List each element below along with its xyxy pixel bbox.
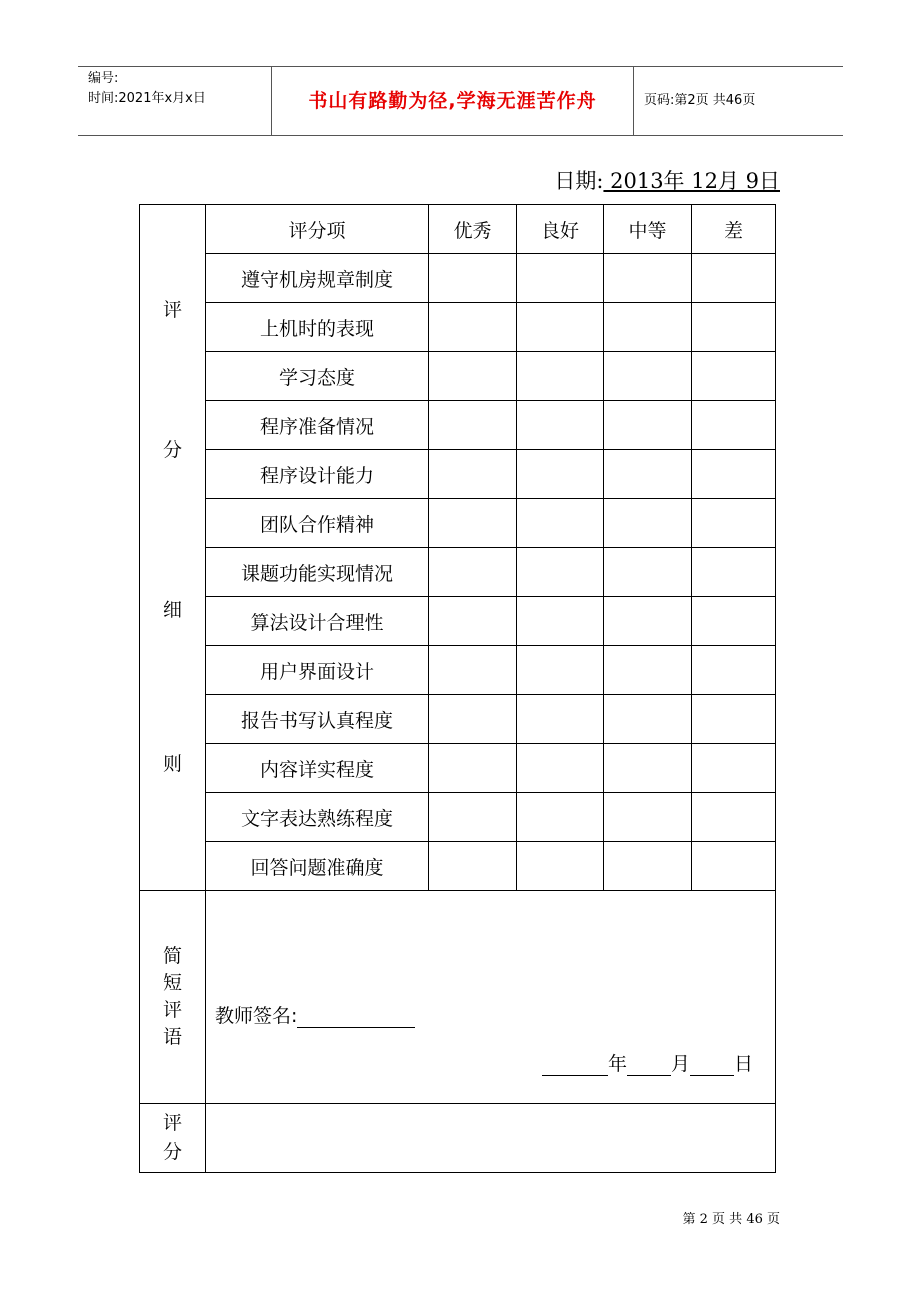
teacher-sign-label: 教师签名: — [215, 1005, 298, 1027]
rating-cell[interactable] — [429, 303, 517, 352]
criterion-label: 用户界面设计 — [206, 646, 429, 695]
criterion-label: 遵守机房规章制度 — [206, 254, 429, 303]
side-label-cell — [140, 205, 206, 891]
date-value: 2013年 12月 9日 — [603, 169, 780, 193]
criterion-label: 报告书写认真程度 — [206, 695, 429, 744]
rating-cell[interactable] — [692, 499, 776, 548]
criterion-label: 学习态度 — [206, 352, 429, 401]
rating-cell[interactable] — [517, 597, 604, 646]
table-row — [140, 793, 776, 842]
rating-cell[interactable] — [429, 450, 517, 499]
rating-cell[interactable] — [692, 597, 776, 646]
rating-cell[interactable] — [604, 401, 692, 450]
rating-cell[interactable] — [429, 793, 517, 842]
table-row — [140, 401, 776, 450]
column-header: 优秀 — [429, 205, 517, 254]
score-row — [140, 1104, 776, 1173]
rating-cell[interactable] — [429, 842, 517, 891]
rating-cell[interactable] — [517, 744, 604, 793]
criterion-label: 程序准备情况 — [206, 401, 429, 450]
rating-cell[interactable] — [692, 744, 776, 793]
rating-cell[interactable] — [604, 597, 692, 646]
side-label-char: 细 — [162, 598, 182, 621]
criterion-label: 回答问题准确度 — [206, 842, 429, 891]
table-row — [140, 744, 776, 793]
comment-label-char: 语 — [162, 1026, 182, 1048]
rating-cell[interactable] — [604, 254, 692, 303]
rating-cell[interactable] — [517, 646, 604, 695]
month-label: 月 — [670, 1053, 690, 1075]
rating-cell[interactable] — [604, 646, 692, 695]
comment-label-char: 短 — [162, 972, 182, 994]
rating-cell[interactable] — [692, 646, 776, 695]
rating-cell[interactable] — [692, 254, 776, 303]
rating-cell[interactable] — [429, 548, 517, 597]
criterion-label: 算法设计合理性 — [206, 597, 429, 646]
score-area[interactable] — [206, 1104, 776, 1173]
table-row — [140, 646, 776, 695]
evaluation-table — [139, 204, 776, 1173]
header-row — [140, 205, 776, 254]
time-label: 时间:2021年x月x日 — [88, 91, 206, 106]
side-label-char: 则 — [162, 752, 182, 775]
rating-cell[interactable] — [604, 499, 692, 548]
column-header: 中等 — [604, 205, 692, 254]
criterion-label: 课题功能实现情况 — [206, 548, 429, 597]
rating-cell[interactable] — [692, 793, 776, 842]
rating-cell[interactable] — [692, 842, 776, 891]
table-row — [140, 352, 776, 401]
table-row — [140, 597, 776, 646]
rating-cell[interactable] — [517, 695, 604, 744]
page-header — [78, 66, 843, 136]
year-blank[interactable] — [542, 1056, 608, 1076]
teacher-signature — [215, 1001, 415, 1028]
rating-cell[interactable] — [517, 842, 604, 891]
table-row — [140, 450, 776, 499]
side-label-char: 评 — [162, 298, 182, 321]
table-row — [140, 499, 776, 548]
rating-cell[interactable] — [604, 842, 692, 891]
criterion-label: 程序设计能力 — [206, 450, 429, 499]
table-row — [140, 695, 776, 744]
rating-cell[interactable] — [692, 695, 776, 744]
column-header: 差 — [692, 205, 776, 254]
comment-row — [140, 891, 776, 1104]
rating-cell[interactable] — [429, 597, 517, 646]
rating-cell[interactable] — [517, 499, 604, 548]
header-page-info: 页码:第2页 共46页 — [644, 93, 756, 108]
rating-cell[interactable] — [604, 548, 692, 597]
table-row — [140, 842, 776, 891]
column-header: 评分项 — [206, 205, 429, 254]
rating-cell[interactable] — [517, 303, 604, 352]
rating-cell[interactable] — [604, 352, 692, 401]
criterion-label: 团队合作精神 — [206, 499, 429, 548]
criterion-label: 上机时的表现 — [206, 303, 429, 352]
rating-cell[interactable] — [692, 450, 776, 499]
rating-cell[interactable] — [517, 352, 604, 401]
date-line — [554, 165, 780, 195]
rating-cell[interactable] — [517, 548, 604, 597]
comment-label-char: 评 — [162, 999, 182, 1021]
rating-cell[interactable] — [429, 744, 517, 793]
rating-cell[interactable] — [517, 254, 604, 303]
number-label: 编号: — [88, 71, 119, 86]
rating-cell[interactable] — [429, 254, 517, 303]
comment-label-cell — [140, 891, 206, 1104]
sign-date — [542, 1049, 753, 1076]
column-header: 良好 — [517, 205, 604, 254]
rating-cell[interactable] — [604, 450, 692, 499]
header-meta — [78, 67, 272, 135]
rating-cell[interactable] — [604, 695, 692, 744]
criterion-label: 内容详实程度 — [206, 744, 429, 793]
rating-cell[interactable] — [429, 499, 517, 548]
day-blank[interactable] — [690, 1056, 734, 1076]
rating-cell[interactable] — [517, 793, 604, 842]
month-blank[interactable] — [627, 1056, 671, 1076]
table-row — [140, 254, 776, 303]
criterion-label: 文字表达熟练程度 — [206, 793, 429, 842]
rating-cell[interactable] — [429, 401, 517, 450]
day-label: 日 — [733, 1053, 753, 1075]
score-label-char: 评 — [162, 1112, 182, 1134]
comment-area[interactable] — [206, 891, 776, 1104]
side-label-char: 分 — [162, 438, 182, 461]
signature-blank[interactable] — [297, 1008, 415, 1028]
table-row — [140, 303, 776, 352]
rating-cell[interactable] — [692, 303, 776, 352]
page-footer: 第 2 页 共 46 页 — [682, 1212, 780, 1227]
score-label-char: 分 — [162, 1141, 182, 1163]
rating-cell[interactable] — [604, 793, 692, 842]
rating-cell[interactable] — [692, 548, 776, 597]
rating-cell[interactable] — [517, 450, 604, 499]
table-row — [140, 548, 776, 597]
rating-cell[interactable] — [604, 303, 692, 352]
rating-cell[interactable] — [692, 352, 776, 401]
comment-label-char: 简 — [162, 945, 182, 967]
rating-cell[interactable] — [429, 695, 517, 744]
rating-cell[interactable] — [517, 401, 604, 450]
rating-cell[interactable] — [429, 646, 517, 695]
header-motto: 书山有路勤为径,学海无涯苦作舟 — [272, 67, 634, 135]
rating-cell[interactable] — [429, 352, 517, 401]
year-label: 年 — [607, 1053, 627, 1075]
score-label-cell — [140, 1104, 206, 1173]
rating-cell[interactable] — [604, 744, 692, 793]
date-label: 日期: — [554, 169, 604, 193]
rating-cell[interactable] — [692, 401, 776, 450]
